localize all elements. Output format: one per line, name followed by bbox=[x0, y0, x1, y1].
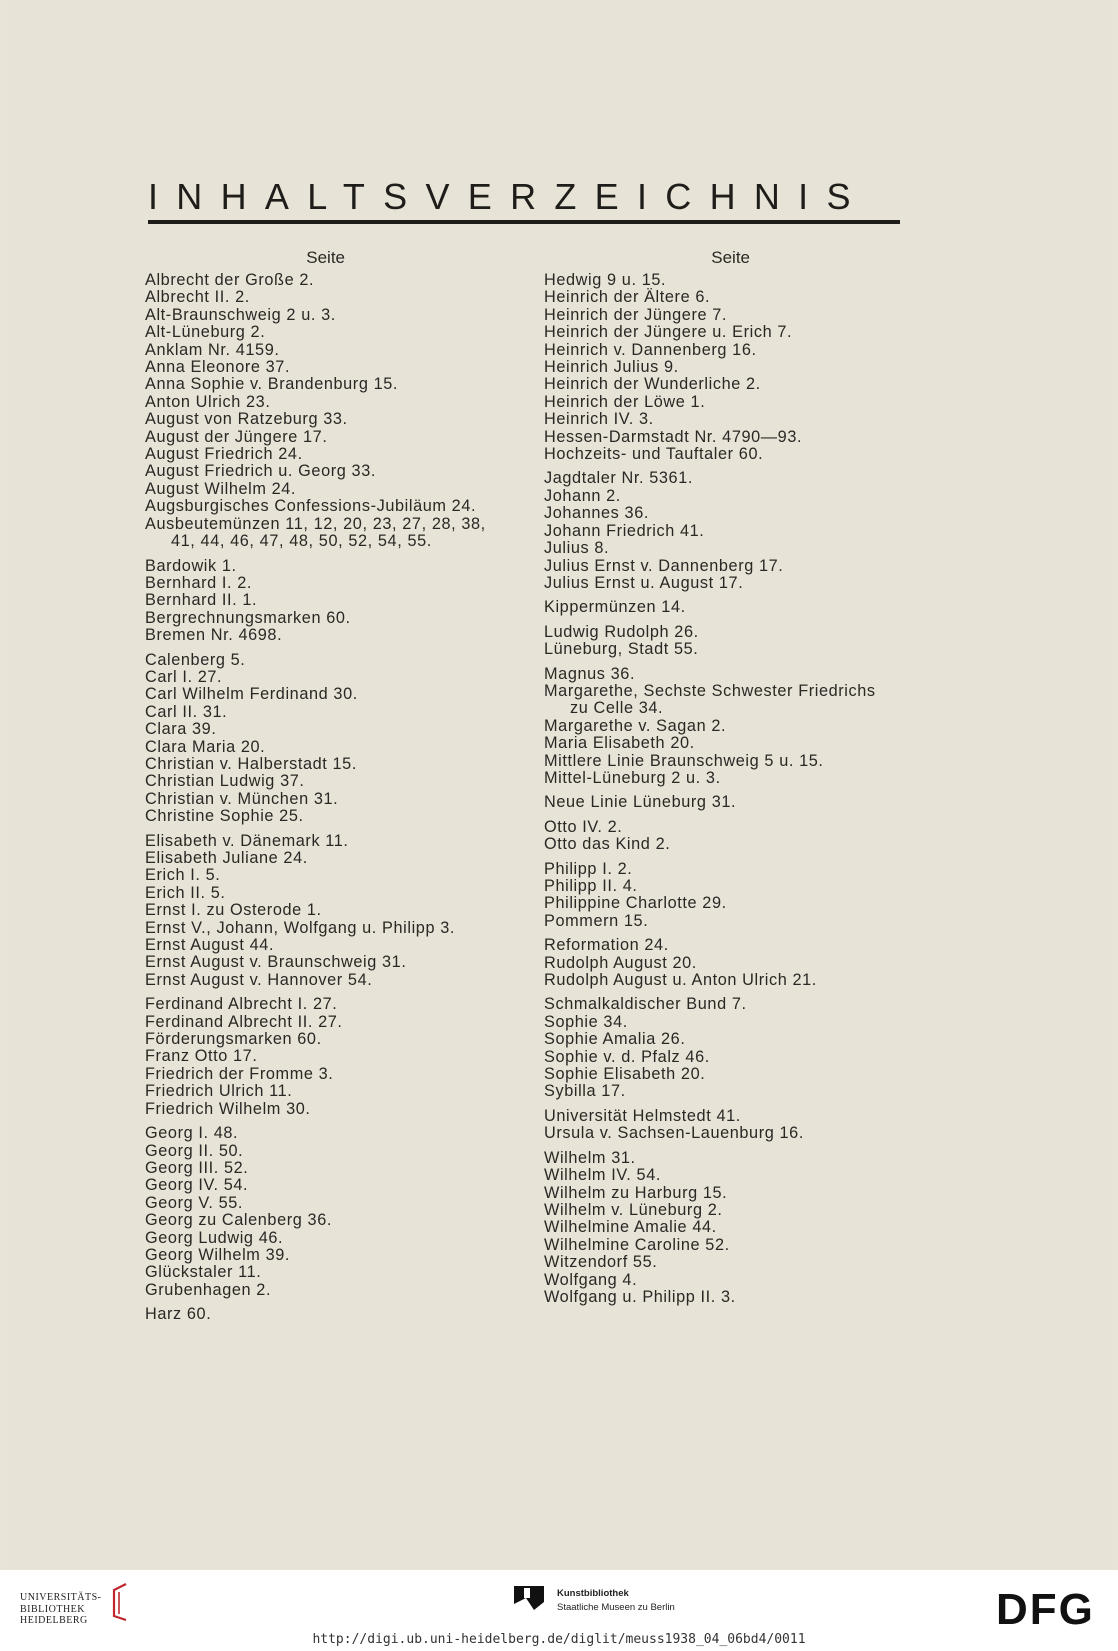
index-entry: Christian v. München 31. bbox=[145, 789, 339, 808]
index-entry: Hessen-Darmstadt Nr. 4790—93. bbox=[544, 427, 803, 446]
index-entry: Georg zu Calenberg 36. bbox=[145, 1211, 332, 1230]
index-group bbox=[544, 794, 914, 811]
index-entry: Ernst August v. Braunschweig 31. bbox=[145, 953, 407, 972]
index-group bbox=[544, 272, 914, 463]
index-column-right bbox=[544, 248, 914, 1313]
index-group bbox=[544, 1108, 914, 1143]
index-entry: Julius Ernst v. Dannenberg 17. bbox=[544, 556, 784, 575]
index-entry: Georg IV. 54. bbox=[145, 1176, 249, 1195]
index-entry: Ludwig Rudolph 26. bbox=[544, 622, 699, 641]
index-entry: Elisabeth Juliane 24. bbox=[145, 849, 308, 867]
index-entry: Carl Wilhelm Ferdinand 30. bbox=[145, 685, 358, 704]
index-group bbox=[544, 470, 914, 592]
index-entry: Johann 2. bbox=[544, 486, 621, 505]
index-entry: 41, 44, 46, 47, 48, 50, 52, 54, 55. bbox=[171, 532, 432, 551]
index-entry: Clara Maria 20. bbox=[145, 737, 266, 756]
kunstbibliothek-logo-icon bbox=[512, 1584, 546, 1618]
index-group bbox=[544, 599, 914, 616]
index-entry: Ernst I. zu Osterode 1. bbox=[145, 901, 322, 920]
index-entry: Carl I. 27. bbox=[145, 667, 223, 686]
index-entry: Neue Linie Lüneburg 31. bbox=[544, 793, 737, 812]
index-entry: Bernhard I. 2. bbox=[145, 573, 253, 592]
index-entry: Ernst August v. Hannover 54. bbox=[145, 970, 373, 989]
index-entry: August der Jüngere 17. bbox=[145, 427, 328, 446]
title-rule bbox=[148, 220, 900, 224]
index-entry: Margarethe, Sechste Schwester Friedrichs bbox=[544, 681, 876, 700]
index-group bbox=[145, 652, 525, 826]
index-entry: Christian v. Halberstadt 15. bbox=[145, 754, 357, 773]
index-entry: Heinrich der Jüngere u. Erich 7. bbox=[544, 323, 793, 342]
index-entry: Clara 39. bbox=[145, 720, 217, 739]
index-entry: August Friedrich u. Georg 33. bbox=[145, 462, 376, 481]
index-entry: Glückstaler 11. bbox=[145, 1263, 262, 1282]
index-entry: Erich I. 5. bbox=[145, 866, 221, 885]
library-mark-icon bbox=[108, 1582, 130, 1622]
index-entry: Christian Ludwig 37. bbox=[145, 772, 305, 791]
index-entry: Heinrich v. Dannenberg 16. bbox=[544, 340, 757, 359]
index-entry: Lüneburg, Stadt 55. bbox=[544, 640, 699, 659]
index-entry: Förderungsmarken 60. bbox=[145, 1030, 322, 1049]
index-entry: Georg I. 48. bbox=[145, 1124, 239, 1143]
index-entry: Carl II. 31. bbox=[145, 702, 228, 721]
index-entry: Jagdtaler Nr. 5361. bbox=[544, 469, 693, 488]
kunstbibliothek-sub: Staatliche Museen zu Berlin bbox=[557, 1602, 675, 1613]
index-entry: Rudolph August u. Anton Ulrich 21. bbox=[544, 971, 817, 990]
index-entry: Heinrich der Löwe 1. bbox=[544, 392, 706, 411]
library-line: UNIVERSITÄTS- bbox=[20, 1592, 102, 1603]
kunstbibliothek-name: Kunstbibliothek bbox=[557, 1588, 629, 1599]
index-entry: Wilhelm v. Lüneburg 2. bbox=[544, 1200, 723, 1219]
index-entry: Hochzeits- und Tauftaler 60. bbox=[544, 445, 764, 464]
index-entry: Harz 60. bbox=[145, 1305, 212, 1324]
index-entry: Wilhelmine Caroline 52. bbox=[544, 1235, 730, 1254]
library-line: HEIDELBERG bbox=[20, 1615, 88, 1626]
index-group bbox=[544, 861, 914, 931]
index-entry: Georg II. 50. bbox=[145, 1141, 244, 1160]
index-entry: Georg Ludwig 46. bbox=[145, 1228, 284, 1247]
index-entry: Anklam Nr. 4159. bbox=[145, 340, 280, 359]
index-entry: Johannes 36. bbox=[544, 504, 649, 523]
index-entry: Georg V. 55. bbox=[145, 1193, 244, 1212]
index-entry: Wilhelm 31. bbox=[544, 1148, 636, 1167]
index-entry: Franz Otto 17. bbox=[145, 1047, 258, 1066]
index-entry: Anna Eleonore 37. bbox=[145, 358, 291, 377]
index-entry: Kippermünzen 14. bbox=[544, 598, 686, 617]
index-group bbox=[544, 996, 914, 1100]
index-entry: August von Ratzeburg 33. bbox=[145, 410, 348, 429]
index-entry: Friedrich Wilhelm 30. bbox=[145, 1099, 311, 1118]
index-entry: Bardowik 1. bbox=[145, 556, 237, 575]
index-entry: Hedwig 9 u. 15. bbox=[544, 271, 667, 289]
dfg-logo-text: DFG bbox=[996, 1589, 1095, 1629]
index-group bbox=[145, 558, 525, 645]
index-entry: Heinrich der Ältere 6. bbox=[544, 288, 711, 307]
index-entry: Albrecht der Große 2. bbox=[145, 271, 315, 289]
index-groups-left bbox=[145, 272, 525, 1324]
index-group bbox=[544, 937, 914, 989]
heidelberg-library-logo[interactable] bbox=[20, 1592, 102, 1627]
index-entry: Ernst August 44. bbox=[145, 936, 275, 955]
page-title: INHALTSVERZEICHNIS bbox=[148, 176, 869, 217]
index-group bbox=[145, 1125, 525, 1299]
index-entry: Pommern 15. bbox=[544, 911, 649, 930]
index-entry: Ferdinand Albrecht I. 27. bbox=[145, 995, 338, 1014]
index-entry: Johann Friedrich 41. bbox=[544, 521, 705, 540]
index-entry: Reformation 24. bbox=[544, 936, 669, 955]
index-entry: Wilhelm IV. 54. bbox=[544, 1166, 661, 1185]
index-entry: Universität Helmstedt 41. bbox=[544, 1106, 741, 1125]
index-entry: Alt-Braunschweig 2 u. 3. bbox=[145, 305, 336, 324]
index-entry: Elisabeth v. Dänemark 11. bbox=[145, 831, 349, 850]
source-url[interactable]: http://digi.ub.uni-heidelberg.de/diglit/meuss1938_04_06bd4/0011 bbox=[312, 1632, 806, 1647]
index-group bbox=[145, 996, 525, 1118]
index-entry: Friedrich Ulrich 11. bbox=[145, 1082, 293, 1101]
index-entry: Philipp II. 4. bbox=[544, 877, 638, 895]
index-entry: Wilhelmine Amalie 44. bbox=[544, 1218, 717, 1237]
index-entry: Wolfgang 4. bbox=[544, 1270, 638, 1289]
index-entry: Sybilla 17. bbox=[544, 1082, 626, 1101]
kunstbibliothek-text[interactable] bbox=[557, 1587, 675, 1615]
index-entry: Ernst V., Johann, Wolfgang u. Philipp 3. bbox=[145, 918, 456, 937]
index-group bbox=[145, 272, 525, 551]
index-group bbox=[544, 819, 914, 854]
index-entry: Christine Sophie 25. bbox=[145, 807, 304, 826]
index-entry: Bremen Nr. 4698. bbox=[145, 626, 283, 645]
index-entry: Heinrich IV. 3. bbox=[544, 410, 654, 429]
index-entry: Ausbeutemünzen 11, 12, 20, 23, 27, 28, 38, bbox=[145, 514, 486, 533]
index-group bbox=[145, 1306, 525, 1323]
index-group bbox=[544, 666, 914, 788]
index-entry: Heinrich der Jüngere 7. bbox=[544, 305, 728, 324]
index-groups-right bbox=[544, 272, 914, 1306]
index-entry: Sophie 34. bbox=[544, 1012, 628, 1031]
index-entry: Rudolph August 20. bbox=[544, 953, 697, 972]
index-entry: Witzendorf 55. bbox=[544, 1253, 658, 1272]
index-entry: Bergrechnungsmarken 60. bbox=[145, 608, 351, 627]
index-entry: Friedrich der Fromme 3. bbox=[145, 1064, 334, 1083]
index-entry: Wolfgang u. Philipp II. 3. bbox=[544, 1287, 736, 1306]
index-entry: Mittlere Linie Braunschweig 5 u. 15. bbox=[544, 751, 824, 770]
index-entry: Calenberg 5. bbox=[145, 650, 246, 669]
index-entry: Georg Wilhelm 39. bbox=[145, 1245, 291, 1264]
index-group bbox=[544, 1150, 914, 1307]
index-entry: Maria Elisabeth 20. bbox=[544, 734, 695, 753]
index-entry: Grubenhagen 2. bbox=[145, 1280, 272, 1299]
index-entry: Philippine Charlotte 29. bbox=[544, 894, 727, 913]
index-entry: zu Celle 34. bbox=[570, 699, 664, 718]
index-entry: Sophie Amalia 26. bbox=[544, 1030, 686, 1049]
index-entry: Julius Ernst u. August 17. bbox=[544, 573, 744, 592]
seite-label-left: Seite bbox=[306, 248, 345, 267]
index-entry: Ursula v. Sachsen-Lauenburg 16. bbox=[544, 1124, 804, 1143]
index-entry: August Wilhelm 24. bbox=[145, 479, 297, 498]
index-entry: Wilhelm zu Harburg 15. bbox=[544, 1183, 728, 1202]
index-entry: Georg III. 52. bbox=[145, 1158, 249, 1177]
index-entry: Anton Ulrich 23. bbox=[145, 392, 271, 411]
index-entry: Magnus 36. bbox=[544, 664, 636, 683]
index-entry: Augsburgisches Confessions-Jubiläum 24. bbox=[145, 497, 477, 516]
index-entry: Schmalkaldischer Bund 7. bbox=[544, 995, 747, 1014]
index-entry: Otto IV. 2. bbox=[544, 817, 623, 836]
index-group bbox=[145, 833, 525, 990]
index-entry: Heinrich der Wunderliche 2. bbox=[544, 375, 761, 394]
seite-label-right: Seite bbox=[711, 248, 750, 267]
index-entry: Philipp I. 2. bbox=[544, 859, 633, 878]
index-entry: Bernhard II. 1. bbox=[145, 591, 258, 610]
index-entry: Albrecht II. 2. bbox=[145, 288, 250, 307]
index-entry: Heinrich Julius 9. bbox=[544, 358, 679, 377]
index-entry: Julius 8. bbox=[544, 539, 610, 558]
index-entry: Erich II. 5. bbox=[145, 883, 226, 902]
index-entry: Anna Sophie v. Brandenburg 15. bbox=[145, 375, 399, 394]
library-line: BIBLIOTHEK bbox=[20, 1603, 85, 1615]
index-entry: Mittel-Lüneburg 2 u. 3. bbox=[544, 768, 721, 787]
index-entry: Sophie v. d. Pfalz 46. bbox=[544, 1047, 710, 1066]
index-column-left bbox=[145, 248, 525, 1331]
index-entry: Alt-Lüneburg 2. bbox=[145, 323, 266, 342]
index-entry: Sophie Elisabeth 20. bbox=[544, 1065, 706, 1084]
index-entry: Otto das Kind 2. bbox=[544, 835, 671, 854]
index-group bbox=[544, 624, 914, 659]
dfg-logo[interactable] bbox=[996, 1589, 1104, 1629]
index-entry: August Friedrich 24. bbox=[145, 445, 303, 464]
index-entry: Ferdinand Albrecht II. 27. bbox=[145, 1012, 343, 1031]
index-entry: Margarethe v. Sagan 2. bbox=[544, 716, 727, 735]
